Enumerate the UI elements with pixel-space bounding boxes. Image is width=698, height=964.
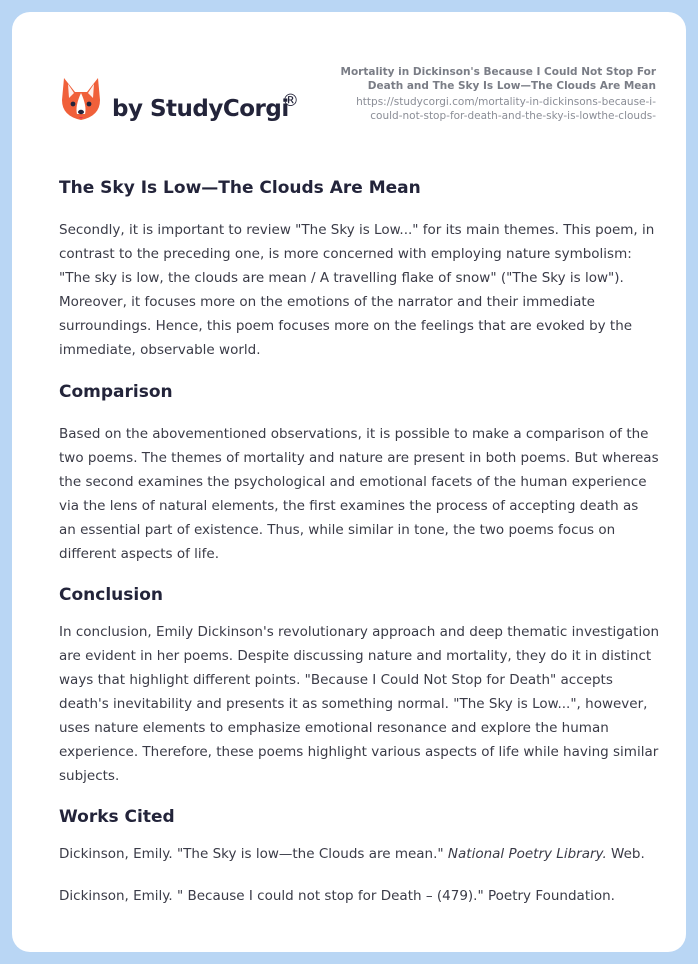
brand-name: by StudyCorgi (112, 96, 289, 122)
corgi-logo-icon (60, 76, 102, 122)
source-url[interactable]: https://studycorgi.com/mortality-in-dickinsons-because-i-could-not-stop-for-death-and-the-sky-is-lowthe-clouds- (356, 96, 656, 122)
section-paragraph-comparison: Based on the abovementioned observations, it is possible to make a comparison of the two poems. The themes of mortality and nature are present in both poems. But whereas the second examines the psychological and emotional facets of the human experience via the lens of natural elements, the first examines the process of accepting death as an essential part of existence. Thus, while similar in tone, the two poems focus on different aspects of life. (59, 426, 659, 562)
section-paragraph-sky-is-low: Secondly, it is important to review "The Sky is Low..." for its main themes. This poem, in contrast to the preceding one, is more concerned with employing nature symbolism: "The sky is low, the clouds are mean / A travelling flake of snow" ("The Sky is low"). Moreover, it focuses more on the emotions of the narrator and their immediate surroundings. Hence, this poem focuses more on the feelings that are evoked by the immediate, observable world. (59, 222, 655, 358)
document-page (12, 12, 686, 952)
studycorgi-logo[interactable] (60, 76, 310, 126)
works-cited-entry (59, 842, 659, 866)
section-heading-conclusion: Conclusion (59, 585, 163, 605)
works-cited-entry-1-source: National Poetry Library. (447, 846, 607, 862)
section-paragraph-conclusion: In conclusion, Emily Dickinson's revolutionary approach and deep thematic investigation are evident in her poems. Despite discussing nature and mortality, they do it in distinct ways that highlight different points. "Because I Could Not Stop for Death" accepts death's inevitability and presents it as something normal. "The Sky is Low...", however, uses nature elements to emphasize emotional resonance and explore the human experience. Therefore, these poems highlight various aspects of life while having similar subjects. (59, 624, 660, 784)
page-header (12, 12, 686, 152)
works-cited-heading: Works Cited (59, 807, 175, 827)
source-title: Mortality in Dickinson's Because I Could Not Stop For Death and The Sky Is Low—The Clouds Are Mean (340, 66, 656, 92)
document-body (59, 176, 659, 908)
works-cited-entry-2: Dickinson, Emily. " Because I could not stop for Death – (479)." Poetry Foundation. (59, 888, 615, 904)
source-reference (326, 66, 656, 123)
section-heading-sky-is-low: The Sky Is Low—The Clouds Are Mean (59, 178, 421, 198)
works-cited-entry-1-main: Dickinson, Emily. "The Sky is low—the Clouds are mean." (59, 846, 448, 862)
works-cited-entry-1-tail: Web. (606, 846, 645, 862)
section-heading-comparison: Comparison (59, 382, 173, 402)
registered-mark: ® (282, 91, 299, 111)
